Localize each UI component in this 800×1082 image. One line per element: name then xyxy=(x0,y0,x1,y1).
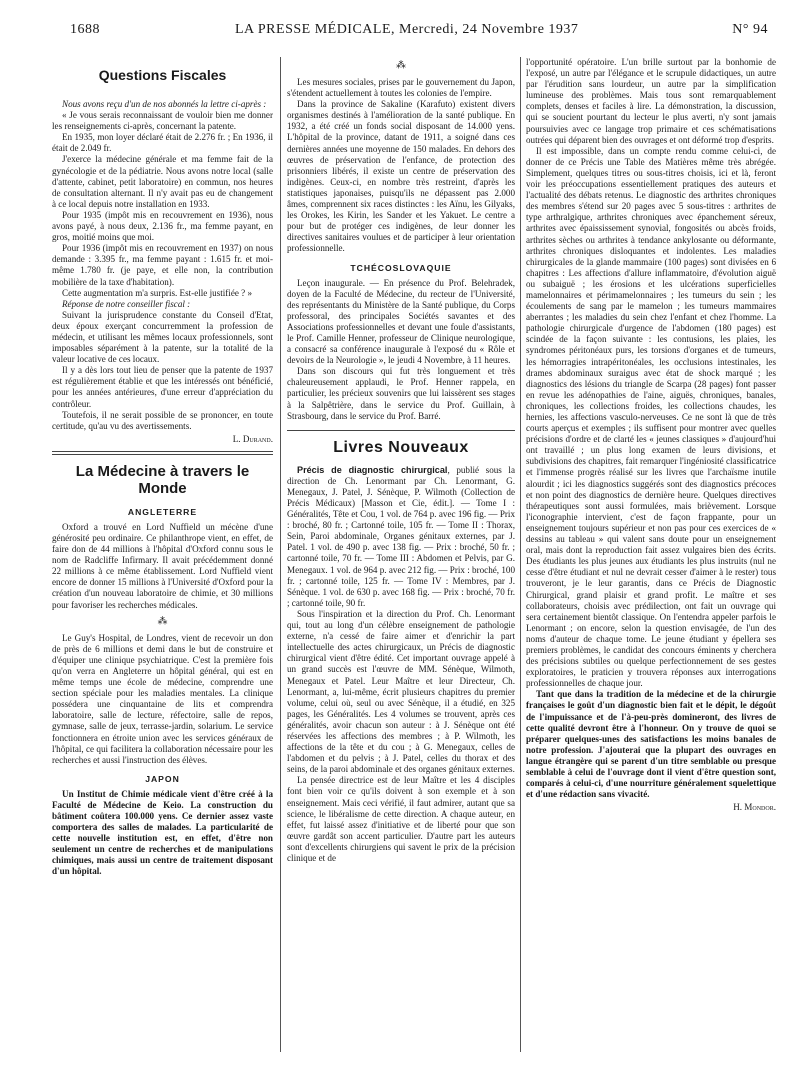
paragraph: Sous l'inspiration et la direction du Prof. Ch. Lenormant qui, tout au long d'un célèbre enseignement de pathologie externe, n'a cessé de faire aimer et d'enrichir la part intellectuelle des actes chirurgicaux, un Précis de diagnostic chirurgical vient d'être édité. Cet important ouvrage appelé à un grand succès est l'œuvre de MM. Sénèque, Wilmoth, Menegaux et Patel. Leur Maître et leur Directeur, Ch. Lenormant, a, lui-même, écrit plusieurs chapitres du premier volume, celui où, seul ou avec Sénèque, il a étudié, en 325 pages, les Généralités. Les 4 volumes se trouvent, après ces généralités, avoir chacun son auteur : à J. Sénèque ont été réservées les affections des membres ; à P. Wilmoth, les affections de la tête et du cou ; à G. Menegaux, celles de l'abdomen et du pelvis ; à J. Patel, celles du thorax et des seins, de la paroi abdominale et des organes génitaux externes. xyxy=(287,608,515,775)
country-heading-tchecoslovaquie: TCHÉCOSLOVAQUIE xyxy=(350,262,452,273)
paragraph: Réponse de notre conseiller fiscal : xyxy=(62,298,191,309)
book-title: Précis de diagnostic chirurgical xyxy=(297,464,448,475)
section-title-medecine-monde: La Médecine à travers le Monde xyxy=(75,462,250,497)
section-title-livres-nouveaux: Livres Nouveaux xyxy=(333,438,469,456)
divider xyxy=(287,430,515,431)
paragraph: J'exerce la médecine générale et ma femme fait de la gynécologie et de la pédiatrie. Nous avons notre local (salle d'attente, cabinet, petit laboratoire) en commun, nos heures de consultation alternant. Il n'y avait pas eu de changement à ce local depuis notre installation en 1933. xyxy=(52,154,273,209)
paragraph: Les mesures sociales, prises par le gouvernement du Japon, s'étendent actuellement à toutes les colonies de l'empire. xyxy=(287,77,515,99)
paragraph: Dans la province de Sakaline (Karafuto) existent divers organismes destinés à l'amélioration de la santé publique. En 1932, a été créé un fonds social disposant de 14.000 yens. L'hôpital de la province, datant de 1911, a soigné dans ces dernières années une moyenne de 150 malades. En dehors des œuvres de préservation de l'enfance, de protection des prisonniers libérés, il existe un centre de préservation des indigènes. Ceux-ci, en nombre très restreint, d'après les statistiques japonaises, puisqu'ils ne dépassent pas 2.000 âmes, comprennent six races distinctes : les Aïnu, les Gilyaks, les Orokes, les Kirin, les Sander et les Yakuet. Le centre a pour but de protéger ces indigènes, de leur donner les directives sanitaires voulues et de participer à leur orientation professionnelle. xyxy=(287,99,515,254)
column-2 xyxy=(287,57,515,1066)
paragraph: Leçon inaugurale. — En présence du Prof. Belehradek, doyen de la Faculté de Médecine, du recteur de l'Université, des représentants du Ministère de la Santé publique, du Corps professoral, des principales Sociétés savantes et des Associations professionnelles et devant une foule d'assistants, le Prof. Camille Henner, professeur de Clinique neurologique, a consacré sa conférence inaugurale à l'exposé du « Rôle et devoirs de la Neurologie », le jeudi 4 Novembre, à 11 heures. xyxy=(287,277,515,366)
column-rule-1 xyxy=(280,57,281,1052)
paragraph: La pensée directrice est de leur Maître et les 4 disciples font bien voir ce qu'ils doivent à son exemple et à son enseignement. Mais ceci vérifié, il faut admirer, autant que sa science, le libéralisme de cette direction. A chaque auteur, en effet, fut laissé assez d'initiative et de liberté pour que son œuvre gardât son accent particulier. D'autre part les auteurs sont d'excellents chirurgiens qui savent le prix de la précision clinique et de xyxy=(287,775,515,863)
column-3 xyxy=(526,57,776,1066)
paragraph: En 1935, mon loyer déclaré était de 2.276 fr. ; En 1936, il était de 2.049 fr. xyxy=(52,132,273,154)
signature: H. Mondor. xyxy=(733,802,776,813)
column-1 xyxy=(52,57,273,1066)
paragraph: Nous avons reçu d'un de nos abonnés la lettre ci-après : xyxy=(62,99,267,109)
paragraph: Dans son discours qui fut très longuement et très chaleureusement applaudi, le Prof. Henner rappela, en particulier, les précieux souvenirs que lui laissèrent ses stages à la Salpêtrière, dans le service du Prof. Guillain, à Strasbourg, dans le service du Prof. Barré. xyxy=(287,366,515,421)
page-number: 1688 xyxy=(70,22,100,37)
separator-stars: ⁂ xyxy=(157,615,168,627)
paragraph: Il y a dès lors tout lieu de penser que la patente de 1937 est régulièrement établie et que les intéressés ont bénéficié, pour les années antérieures, d'une erreur d'appréciation du contrôleur. xyxy=(52,365,273,409)
paragraph: « Je vous serais reconnaissant de vouloir bien me donner les renseignements ci-après, concernant la patente. xyxy=(52,110,273,132)
paragraph: Un Institut de Chimie médicale vient d'être créé à la Faculté de Médecine de Keio. La construction du bâtiment coûtera 100.000 yens. Ce dernier assez vaste comportera des salles de malades. La particularité de cette nouvelle institution est, en effet, d'être non seulement un centre de recherches et de manipulations chimiques, mais aussi un centre de traitement disposant d'un hôpital. xyxy=(52,788,273,877)
paragraph: Oxford a trouvé en Lord Nuffield un mécène d'une générosité peu ordinaire. Ce philanthrope vient, en effet, de faire don de 44 millions à l'hôpital d'Oxford connu sous le nom de Radcliffe Infirmary. Il avait précédemment donné 22 millions à ce même établissement. Lord Nuffield vient encore de donner 15 millions à l'Université d'Oxford pour la création d'un nouveau laboratoire de chimie, et 30 millions pour favoriser les recherches médicales. xyxy=(52,521,273,610)
journal-title: LA PRESSE MÉDICALE, Mercredi, 24 Novembre 1937 xyxy=(235,22,579,37)
paragraph: Toutefois, il ne serait possible de se prononcer, en toute certitude, qu'au vu des avertissements. xyxy=(52,409,273,431)
paragraph: l'opportunité opératoire. L'un brille surtout par la bonhomie de l'exposé, un autre par l'élégance et le scrupule didactiques, un autre par l'érudition sans lourdeur, un autre par la simplification lumineuse des problèmes. Mais tous sont remarquablement complets, denses et faciles à lire. La démonstration, la discussion, qui se soucient pourtant du lecteur le plus averti, n'y sont jamais poursuivies avec ce langage trop primaire et ces schématisations outrées qui déparent bien des ouvrages et ont déformé trop d'esprits. xyxy=(526,57,776,145)
book-entry xyxy=(287,465,515,609)
paragraph: Pour 1936 (impôt mis en recouvrement en 1937) on nous demande : 3.395 fr., ma femme payant : 1.615 fr. et moi-même 1.780 fr. (je paye, et elle non, la contribution mobilière de la taxe d'habitation). xyxy=(52,243,273,287)
paragraph: Il est impossible, dans un compte rendu comme celui-ci, de donner de ce Précis une Table des Matières même très abrégée. Simplement, quelques titres ou sous-titres choisis, ici et là, feront voir les préoccupations essentiellement pratiques des auteurs et l'actualité des débats retenus. Le diagnostic des arthrites chroniques des membres s'étend sur 20 pages avec 5 sous-titres : arthrites de type arthralgique, arthrites chroniques avec épanchement séreux, arthrites avec épaississement synovial, fongosités ou abcès froids, arthrites sèches ou arthrites à tendance ankylosante ou déformante, arthrites chroniques disloquantes et indolentes. Les maladies chirurgicales de la glande mammaire (100 pages) sont divisées en 6 chapitres : Les affections d'allure inflammatoire, d'évolution aiguë ou subaiguë ; les érosions et les ulcérations superficielles mamelonnaires et périmamelonnaires ; les tumeurs du sein ; les écoulements de sang par le mamelon ; les tumeurs mammaires aberrantes ; les maladies du sein chez l'enfant et chez l'homme. La pathologie chirurgicale d'urgence de l'abdomen (180 pages) est scindée de la façon suivante : les contusions, les plaies, les syndromes péritonéaux purs, les torsions d'organes et de tumeurs, les hémorragies intrapéritonéales, les occlusions intestinales, les drames abdominaux suraigus avec état de shock marqué ; les diagnostics des lésions du triangle de Scarpa (28 pages) font passer en revue les adénopathies de l'aine, aiguës, chroniques, banales, chroniques, les collections froides, les collections chaudes, les hernies, les affections vasculo-nerveuses. Ce ne sont là que de très courts aperçus et exemples ; ils suffisent pour montrer avec quelles précisions d'ordre et de clarté les « jeunes classiques » d'aujourd'hui ont travaillé ; un plus long examen de leurs divisions, et subdivisions des chapitres, fait remarquer l'ingéniosité classificatrice et l'immense progrès réalisé sur les livres que l'archaïsme inutile alourdit ; ici les diagnostics suggérés sont des diagnostics précoces et non point des diagnostics de dernière heure. Quelques directives thérapeutiques sont aussi formulées, mais brièvement. Lorsque l'iconographie intervient, c'est de façon frappante, pour un enseignement toujours supérieur et non pas pour ces exercices de « dessins au tableau » qui valent sans doute pour un enseignement oral, mais dont la reproduction fait assez vulgaires bien des écrits. Des étudiants les plus jeunes aux étudiants les plus instruits (nul ne cesse d'être étudiant et nul ne devrait cesser d'aimer à le rester) tous trouveront, je le leur garantis, dans ce Précis de Diagnostic Chirurgical, grand plaisir et grand profit. Le maître et ses collaborateurs, choisis avec prédilection, ont fait un ouvrage qui sera certainement bientôt classique. On l'entendra appeler parfois le Lenormant ; on encore, selon la question envisagée, de l'un des noms d'auteur de chaque tome. Le jeune étudiant y épellera ses premiers problèmes, le candidat des concours éminents y cherchera des précisions subtiles ou quelque perfectionnement de ses gestes exploratoires, le praticien y trouvera réponses aux interrogations professionnelles de chaque jour. xyxy=(526,145,776,689)
column-rule-2 xyxy=(520,57,521,1052)
paragraph: Le Guy's Hospital, de Londres, vient de recevoir un don de près de 6 millions et demi dans le but de construire et d'équiper une clinique psychiatrique. C'est la première fois qu'on verra en Angleterre un hôpital général, qui est en même temps une école de médecine, comprendre une section spéciale pour les maladies mentales. La clinique possédera une cinquantaine de lits et comprendra laboratoire, salle de lecture, réfectoire, salle de repos, gymnase, salle de jeux, terrasse-jardin, solarium. Le service fonctionnera en étroite union avec les services généraux de l'hôpital, ce qui facilitera la collaboration nécessaire pour les recherches et aussi l'instruction des élèves. xyxy=(52,632,273,765)
country-heading-japon: JAPON xyxy=(145,773,180,784)
paragraph: Suivant la jurisprudence constante du Conseil d'Etat, deux époux exerçant concurremment la profession de médecin, et utilisant les mêmes locaux professionnels, sont imposables séparément à la patente, sur la totalité de la valeur locative de ces locaux. xyxy=(52,309,273,365)
separator-stars: ⁂ xyxy=(396,60,406,71)
page-header xyxy=(70,22,768,44)
divider xyxy=(52,451,273,455)
paragraph: Cette augmentation m'a surpris. Est-elle justifiée ? » xyxy=(62,287,253,298)
country-heading-angleterre: ANGLETERRE xyxy=(127,506,198,517)
paragraph: Pour 1935 (impôt mis en recouvrement en 1936), nous avons payé, à nous deux, 2.136 fr., ma femme payant, en gros, moitié moins que moi. xyxy=(52,209,273,243)
issue-number: N° 94 xyxy=(732,22,768,37)
signature: L. Durand. xyxy=(232,433,273,444)
section-title-questions-fiscales: Questions Fiscales xyxy=(98,67,227,83)
book-description: , publié sous la direction de Ch. Lenormant par Ch. Lenormant, G. Menegaux, J. Patel, J. Sénèque, P. Wilmoth (Collection de Précis Médicaux) [Masson et Cie, édit.]. — Tome I : Généralités, Tête et Cou, 1 vol. de 764 p. avec 196 fig. — Prix : broché, 80 fr. ; Cartonné toile, 105 fr. — Tome II : Thorax, Sein, Paroi abdominale, Organes génitaux externes, par J. Patel. 1 vol. de 490 p. avec 138 fig. — Prix : broché, 50 fr. ; cartonné toile, 70 fr. — Tome III : Abdomen et Pelvis, par G. Menegaux. 1 vol. de 964 p. avec 212 fig. — Prix : broché, 100 fr. ; cartonné toile, 125 fr. — Tome IV : Membres, par J. Sénèque. 1 vol. de 630 p. avec 168 fig. — Prix : broché, 70 fr. ; cartonné toile, 90 fr. xyxy=(287,464,515,608)
paragraph: Tant que dans la tradition de la médecine et de la chirurgie françaises le goût d'un diagnostic bien fait et le dépit, le dégoût de l'impuissance et de l'à-peu-près domineront, des livres de cette qualité devront être à l'honneur. On y trouve de quoi se préparer quelques-unes des satisfactions les moins banales de notre profession. J'ajouterai que la plupart des ouvrages en langue étrangère qui se parent d'un titre semblable ou presque semblable à celui de l'ouvrage dont il vient d'être question sont, comparés à celui-ci, d'une nourriture généralement squelettique et d'une rédaction sans vivacité. xyxy=(526,689,776,800)
